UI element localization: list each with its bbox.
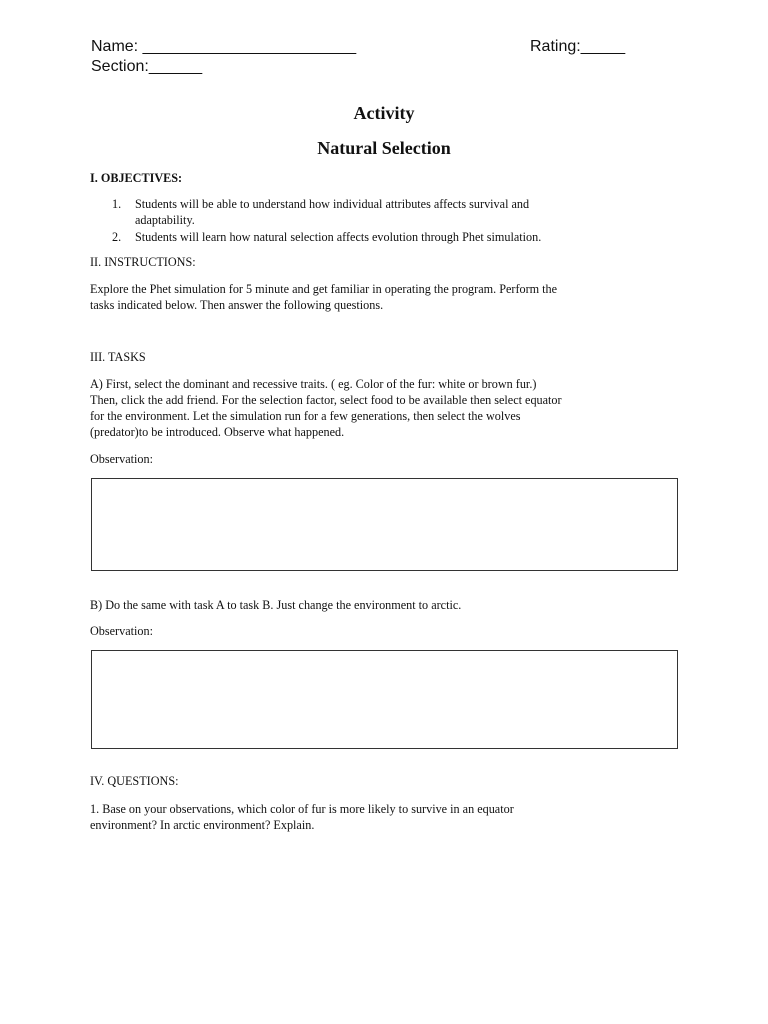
observation-a-label: Observation: (90, 452, 153, 466)
observation-b-box[interactable] (91, 650, 678, 749)
observation-a-box[interactable] (91, 478, 678, 571)
objective-text (135, 196, 529, 228)
task-a-paragraph (90, 376, 562, 440)
objective-item (112, 229, 652, 245)
rating-field-line: Rating:_____ (530, 38, 626, 55)
instructions-line: Explore the Phet simulation for 5 minute and get familiar in operating the program. Perform the (90, 282, 558, 296)
questions-heading: IV. QUESTIONS: (90, 774, 179, 788)
instructions-line: tasks indicated below. Then answer the following questions. (90, 298, 384, 312)
objective-text (135, 229, 541, 245)
name-field-line: Name: ________________________ (91, 38, 357, 55)
task-a-line: for the environment. Let the simulation run for a few generations, then select the wolves (90, 409, 521, 423)
question-1 (90, 801, 514, 833)
tasks-heading: III. TASKS (90, 350, 146, 364)
observation-b-label: Observation: (90, 624, 153, 638)
objective-number: 2. (112, 230, 122, 244)
task-b-paragraph: B) Do the same with task A to task B. Just change the environment to arctic. (90, 598, 462, 612)
instructions-heading: II. INSTRUCTIONS: (90, 255, 196, 269)
objective-item (112, 196, 652, 228)
objective-number: 1. (112, 197, 122, 211)
section-field-line: Section:______ (91, 58, 203, 75)
page-subtitle: Natural Selection (317, 138, 451, 158)
page-title: Activity (353, 103, 415, 123)
objective-text-line: Students will be able to understand how individual attributes affects survival and (135, 197, 530, 211)
task-a-line: Then, click the add friend. For the selection factor, select food to be available then select equator (90, 393, 562, 407)
task-a-line: A) First, select the dominant and recessive traits. ( eg. Color of the fur: white or brown fur.) (90, 377, 537, 391)
objective-text-line: adaptability. (135, 213, 195, 227)
question-1-line: environment? In arctic environment? Explain. (90, 818, 315, 832)
objective-text-line: Students will learn how natural selection affects evolution through Phet simulation. (135, 230, 542, 244)
objectives-heading: I. OBJECTIVES: (90, 171, 183, 185)
task-a-line: (predator)to be introduced. Observe what happened. (90, 425, 345, 439)
instructions-paragraph (90, 281, 557, 313)
question-1-line: 1. Base on your observations, which color of fur is more likely to survive in an equator (90, 802, 514, 816)
